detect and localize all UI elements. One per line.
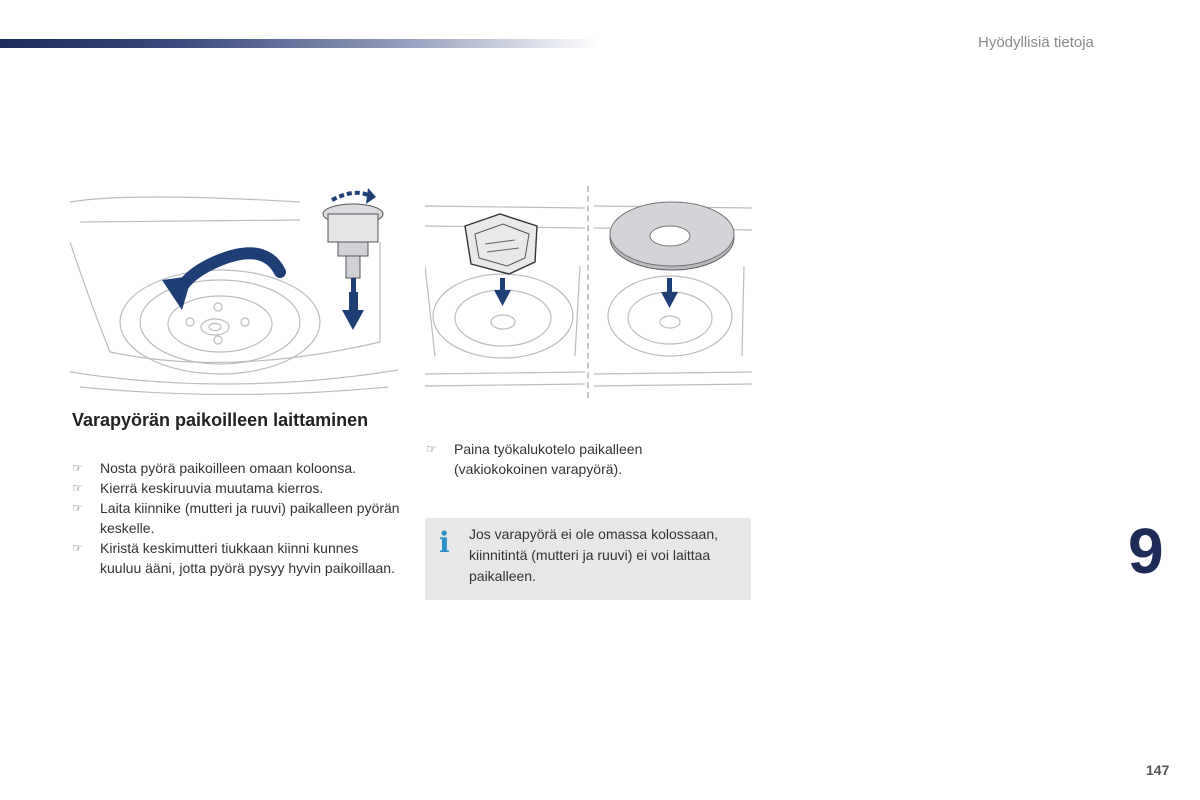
list-item: ☞ Nosta pyörä paikoilleen omaan koloonsa. [72, 460, 357, 476]
left-steps-list [72, 458, 402, 578]
info-note-text: Jos varapyörä ei ole omassa kolossaan, kiinnitintä (mutteri ja ruuvi) ei voi laittaa paikalleen. [469, 526, 719, 584]
info-icon: i [439, 526, 450, 559]
list-item: ☞ Kiristä keskimutteri tiukkaan kiinni kunnes kuuluu ääni, jotta pyörä pysyy hyvin paikoillaan. [72, 540, 395, 576]
list-item: ☞ Kierrä keskiruuvia muutama kierros. [72, 480, 324, 496]
toolbox-illustration [425, 186, 585, 398]
list-item: ☞ Laita kiinnike (mutteri ja ruuvi) paikalleen pyörän keskelle. [72, 500, 400, 536]
info-note [425, 518, 751, 600]
section-heading: Varapyörän paikoilleen laittaminen [72, 410, 369, 430]
pointing-hand-icon: ☞ [72, 501, 83, 515]
header-bar [0, 39, 600, 48]
pointing-hand-icon: ☞ [72, 541, 83, 555]
divider-dashed [587, 186, 589, 398]
chapter-number: 9 [1128, 515, 1164, 587]
pointing-hand-icon: ☞ [426, 442, 437, 456]
pointing-hand-icon: ☞ [72, 461, 83, 475]
right-steps-list [426, 439, 686, 479]
pointing-hand-icon: ☞ [72, 481, 83, 495]
floor-cover-illustration [594, 186, 752, 398]
page-number: 147 [1146, 762, 1170, 778]
spare-wheel-illustration [70, 182, 398, 400]
list-item: ☞ Paina työkalukotelo paikalleen (vakiokokoinen varapyörä). [426, 441, 643, 477]
section-title: Hyödyllisiä tietoja [978, 34, 1094, 51]
